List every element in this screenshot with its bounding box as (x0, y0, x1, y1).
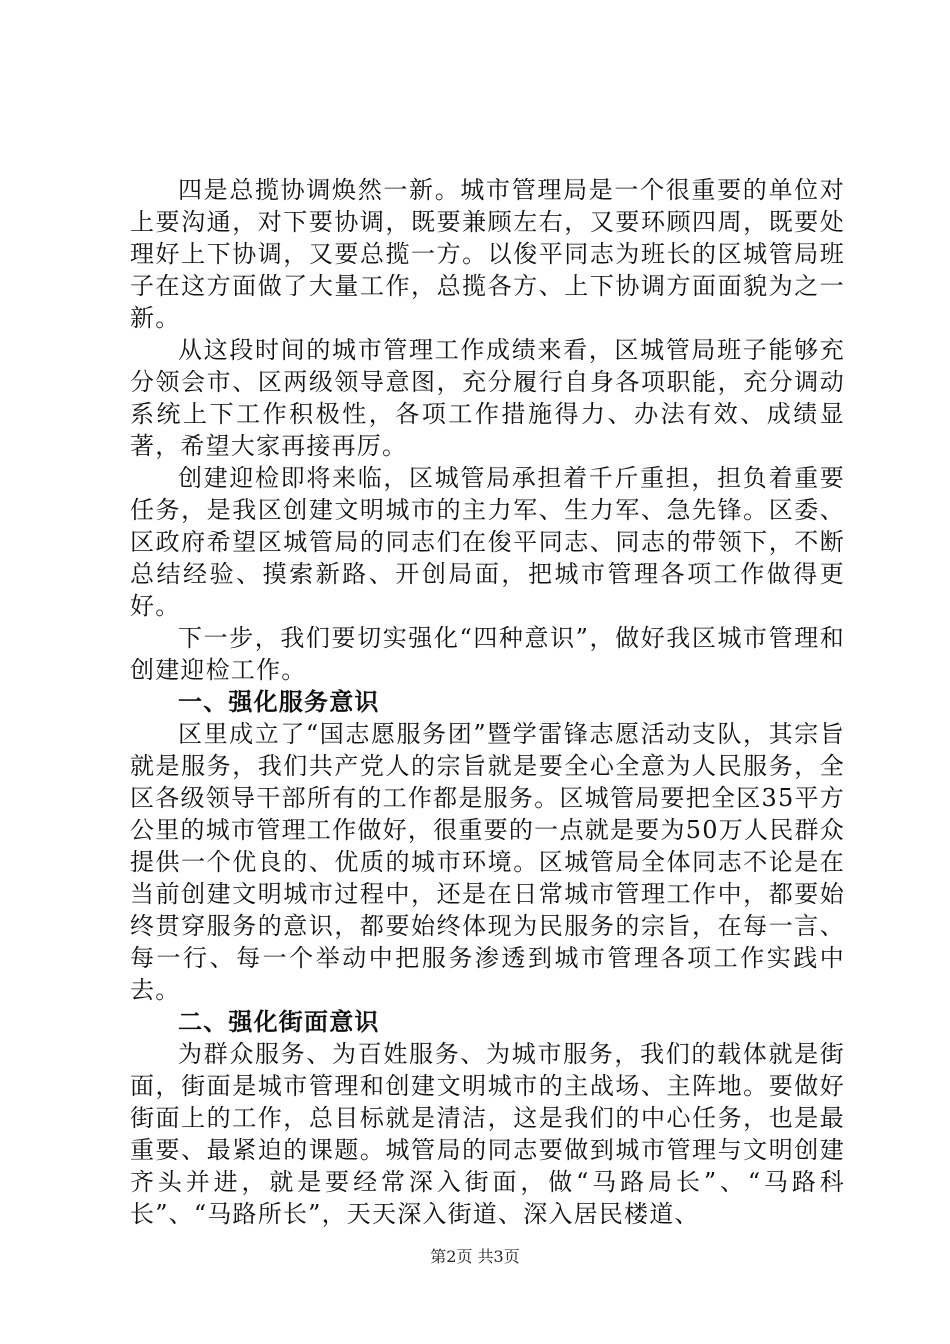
paragraph-overall-coordination: 四是总揽协调焕然一新。城市管理局是一个很重要的单位对上要沟通，对下要协调，既要兼顾左右，又要环顾四周，既要处理好上下协调，又要总揽一方。以俊平同志为班长的区城管局班子在这方面做了大量工作，总揽各方、上下协调方面面貌为之一新。 (130, 176, 845, 332)
paragraph-work-results: 从这段时间的城市管理工作成绩来看，区城管局班子能够充分领会市、区两级领导意图，充分履行自身各项职能，充分调动系统上下工作积极性，各项工作措施得力、办法有效、成绩显著，希望大家再接再厉。 (130, 336, 845, 460)
page-number-footer: 第2页 共3页 (430, 1247, 520, 1266)
paragraph-next-step: 下一步，我们要切实强化“四种意识”，做好我区城市管理和创建迎检工作。 (130, 624, 845, 684)
paragraph-inspection-coming: 创建迎检即将来临，区城管局承担着千斤重担，担负着重要任务，是我区创建文明城市的主力军、生力军、急先锋。区委、区政府希望区城管局的同志们在俊平同志、同志的带领下，不断总结经验、摸索新路、开创局面，把城市管理各项工作做得更好。 (130, 464, 845, 620)
heading-street-awareness: 二、强化街面意识 (178, 1008, 380, 1036)
document-body (130, 174, 845, 1230)
paragraph-street-awareness: 为群众服务、为百姓服务、为城市服务，我们的载体就是街面，街面是城市管理和创建文明城市的主战场、主阵地。要做好街面上的工作，总目标就是清洁，这是我们的中心任务，也是最重要、最紧迫的课题。城管局的同志要做到城市管理与文明创建齐头并进，就是要经常深入街面，做“马路局长”、“马路科长”、“马路所长”，天天深入街道、深入居民楼道、 (130, 1040, 845, 1228)
heading-service-awareness: 一、强化服务意识 (178, 688, 380, 716)
paragraph-service-awareness: 区里成立了“国志愿服务团”暨学雷锋志愿活动支队，其宗旨就是服务，我们共产党人的宗旨就是要全心全意为人民服务，全区各级领导干部所有的工作都是服务。区城管局要把全区35平方公里的城市管理工作做好，很重要的一点就是要为50万人民群众提供一个优良的、优质的城市环境。区城管局全体同志不论是在当前创建文明城市过程中，还是在日常城市管理工作中，都要始终贯穿服务的意识，都要始终体现为民服务的宗旨，在每一言、每一行、每一个举动中把服务渗透到城市管理各项工作实践中去。 (130, 720, 845, 1004)
